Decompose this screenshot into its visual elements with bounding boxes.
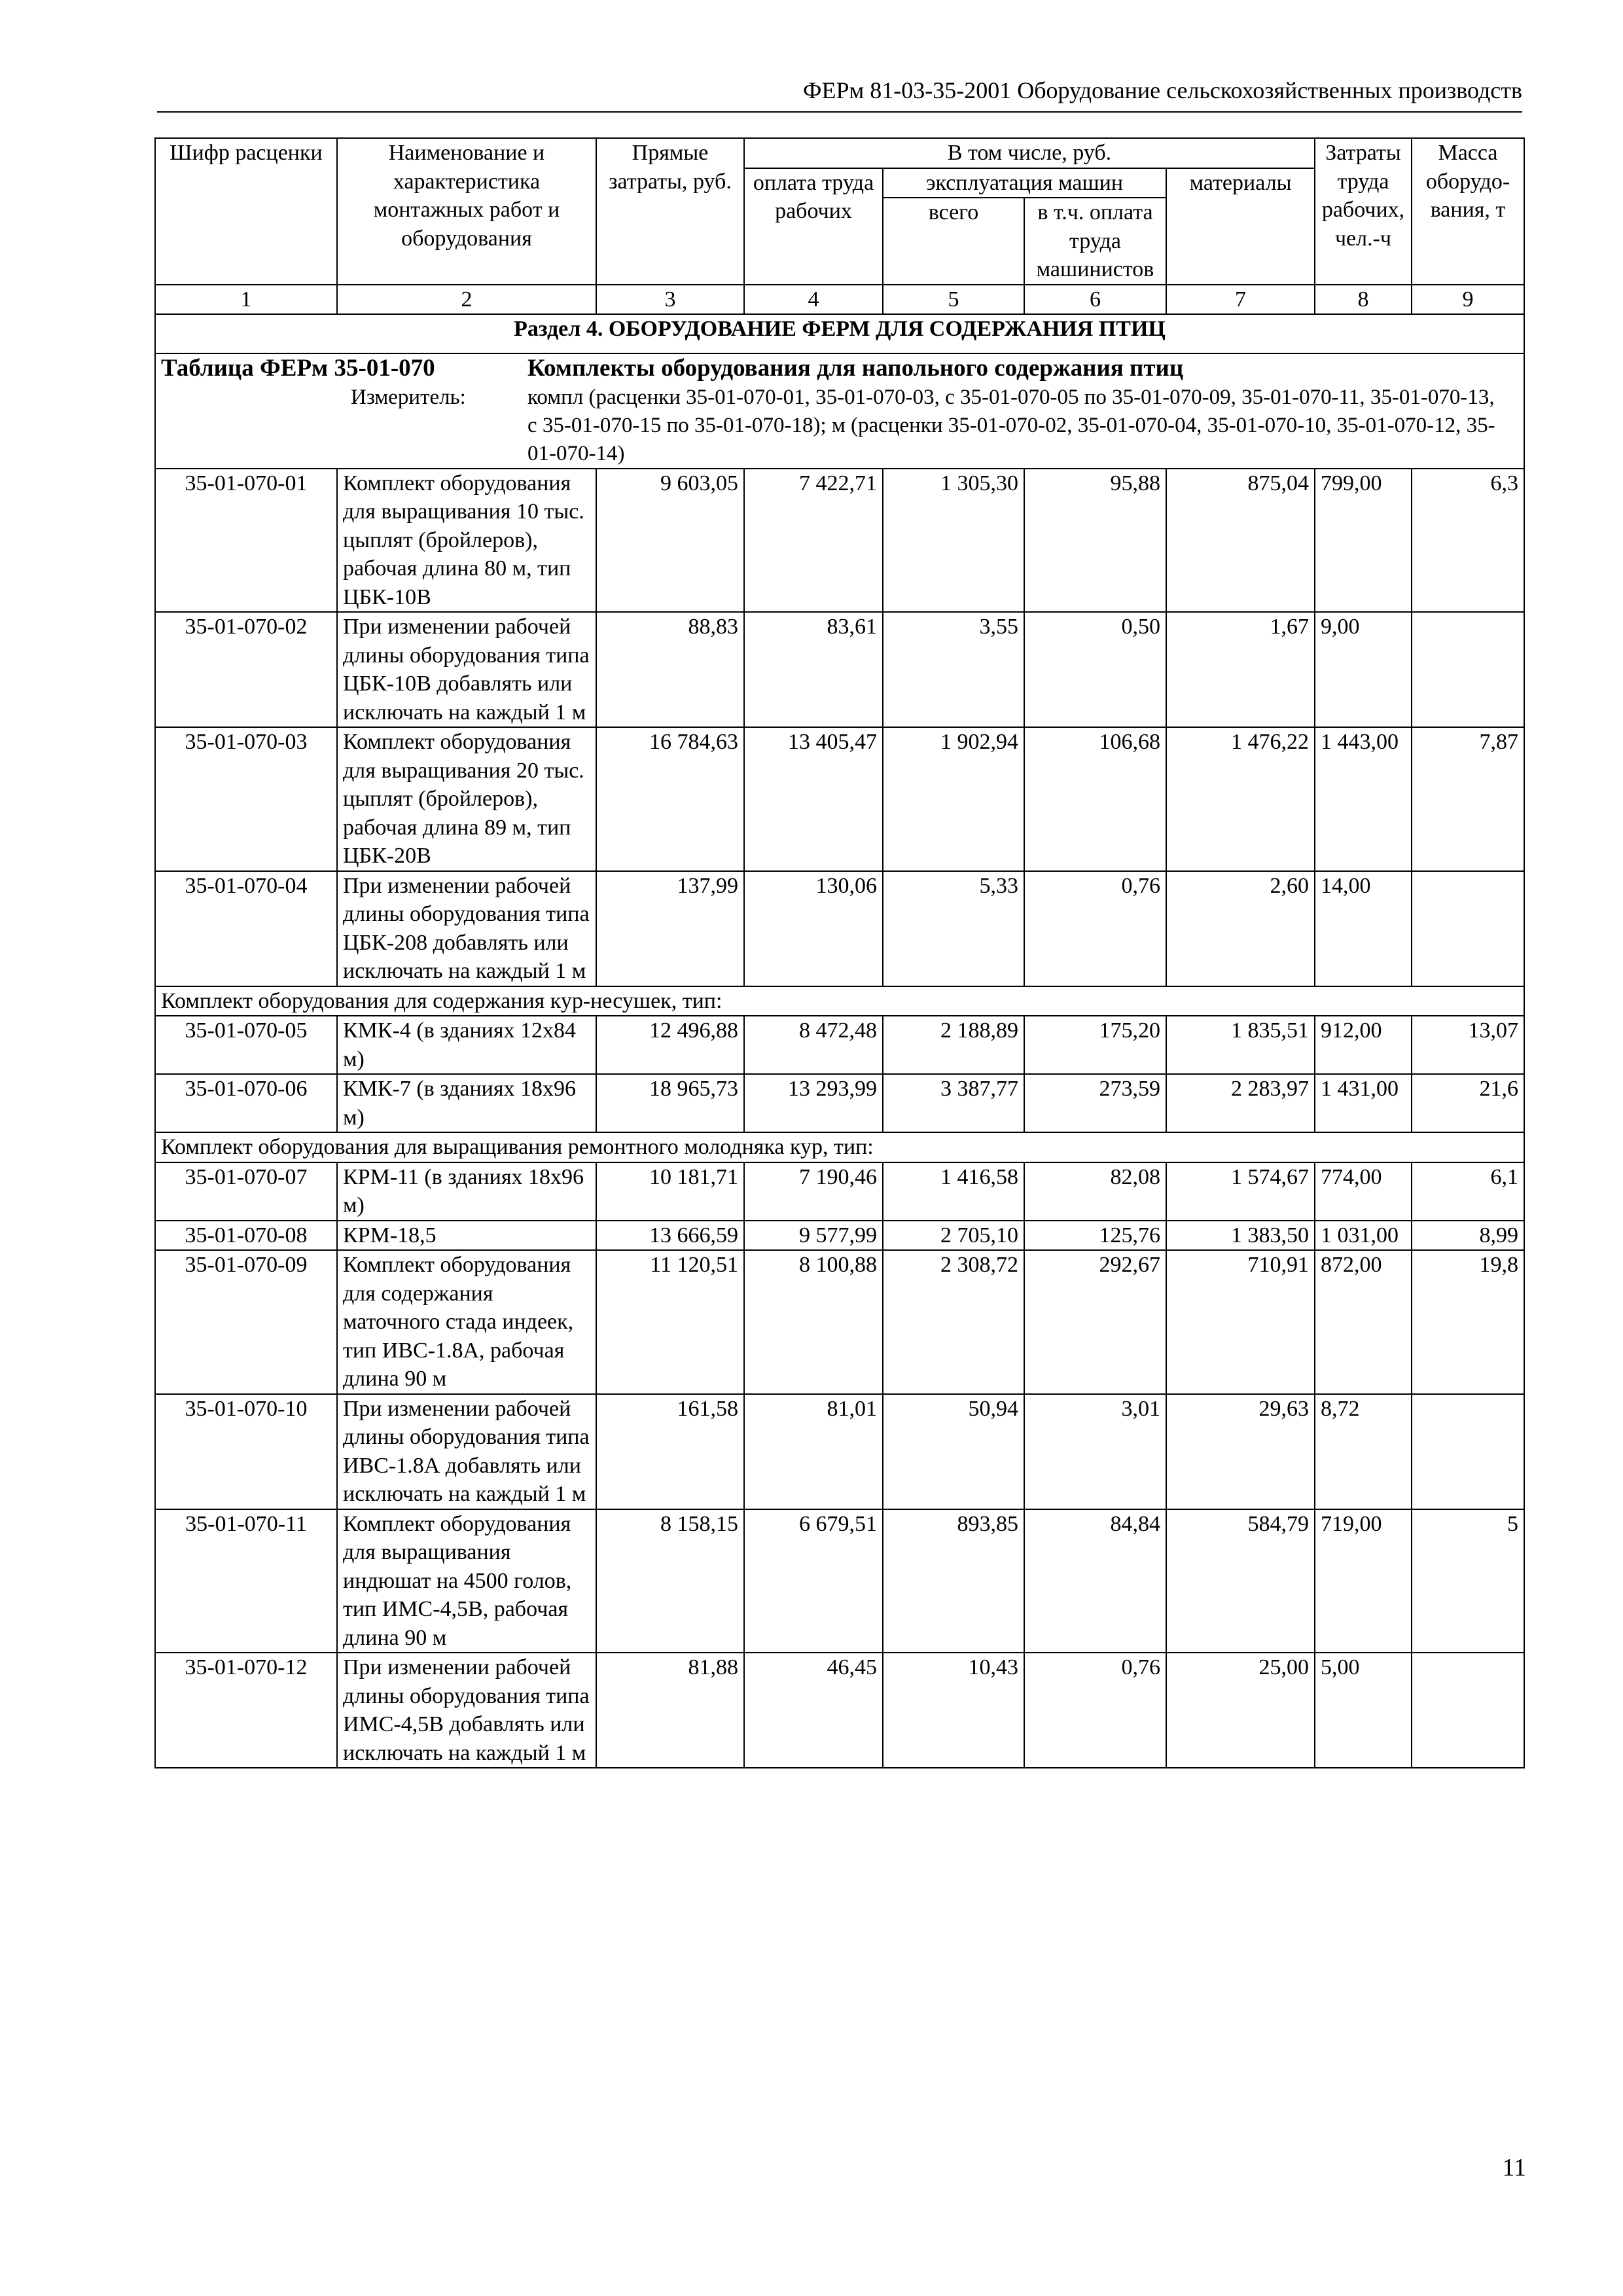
rate-name: Комплект оборудования для выращивания индюшат на 4500 голов, тип ИМС-4,5В, рабочая длина 90 м [337, 1509, 596, 1653]
rate-name: КРМ-18,5 [337, 1221, 596, 1251]
column-number: 3 [596, 285, 744, 315]
labor-pay: 7 190,46 [744, 1162, 883, 1221]
equipment-mass: 6,3 [1412, 469, 1524, 613]
machinists-pay: 292,67 [1024, 1250, 1166, 1394]
equipment-mass [1412, 612, 1524, 727]
column-number: 9 [1412, 285, 1524, 315]
rate-name: КМК-7 (в зданиях 18х96 м) [337, 1074, 596, 1132]
table-row [155, 1509, 1524, 1653]
rate-name: При изменении рабочей длины оборудования типа ИМС-4,5В добавлять или исключать на каждый 1 м [337, 1653, 596, 1768]
labor-cost: 1 031,00 [1315, 1221, 1412, 1251]
header-code: Шифр расценки [155, 138, 337, 285]
machinists-pay: 175,20 [1024, 1016, 1166, 1074]
table-row [155, 1162, 1524, 1221]
table-row [155, 612, 1524, 727]
direct-cost: 10 181,71 [596, 1162, 744, 1221]
machinists-pay: 84,84 [1024, 1509, 1166, 1653]
group-subheading: Комплект оборудования для содержания кур-несушек, тип: [155, 986, 1524, 1016]
table-row [155, 1221, 1524, 1251]
labor-pay: 7 422,71 [744, 469, 883, 613]
meter-row [161, 384, 1518, 468]
rate-code: 35-01-070-07 [155, 1162, 337, 1221]
equipment-mass: 7,87 [1412, 727, 1524, 871]
equipment-mass [1412, 1653, 1524, 1768]
header-labor-pay: оплата труда рабочих [744, 168, 883, 285]
machinists-pay: 0,76 [1024, 1653, 1166, 1768]
materials-cost: 2 283,97 [1166, 1074, 1315, 1132]
machinists-pay: 106,68 [1024, 727, 1166, 871]
direct-cost: 9 603,05 [596, 469, 744, 613]
equipment-mass: 21,6 [1412, 1074, 1524, 1132]
materials-cost: 25,00 [1166, 1653, 1315, 1768]
labor-cost: 774,00 [1315, 1162, 1412, 1221]
machines-total: 893,85 [883, 1509, 1024, 1653]
equipment-mass [1412, 1394, 1524, 1509]
header-including: В том числе, руб. [744, 138, 1315, 168]
direct-cost: 12 496,88 [596, 1016, 744, 1074]
machines-total: 1 416,58 [883, 1162, 1024, 1221]
column-number: 1 [155, 285, 337, 315]
rate-code: 35-01-070-04 [155, 871, 337, 986]
labor-pay: 6 679,51 [744, 1509, 883, 1653]
table-row [155, 871, 1524, 986]
materials-cost: 584,79 [1166, 1509, 1315, 1653]
table-row [155, 1074, 1524, 1132]
labor-pay: 13 293,99 [744, 1074, 883, 1132]
direct-cost: 161,58 [596, 1394, 744, 1509]
machinists-pay: 95,88 [1024, 469, 1166, 613]
labor-cost: 9,00 [1315, 612, 1412, 727]
column-number: 7 [1166, 285, 1315, 315]
header-direct: Прямые затраты, руб. [596, 138, 744, 285]
rate-name: Комплект оборудования для выращивания 10 тыс. цыплят (бройлеров), рабочая длина 80 м, тип ЦБК-10В [337, 469, 596, 613]
table-row [155, 1394, 1524, 1509]
rate-name: КРМ-11 (в зданиях 18х96 м) [337, 1162, 596, 1221]
rates-table [154, 137, 1525, 1768]
table-title: Комплекты оборудования для напольного содержания птиц [527, 355, 1184, 382]
meter-label: Измеритель: [351, 385, 466, 409]
column-number: 8 [1315, 285, 1412, 315]
rate-code: 35-01-070-10 [155, 1394, 337, 1509]
group-subheading: Комплект оборудования для выращивания ремонтного молодняка кур, тип: [155, 1132, 1524, 1162]
labor-cost: 872,00 [1315, 1250, 1412, 1394]
materials-cost: 875,04 [1166, 469, 1315, 613]
machinists-pay: 3,01 [1024, 1394, 1166, 1509]
labor-cost: 912,00 [1315, 1016, 1412, 1074]
table-row [155, 727, 1524, 871]
labor-pay: 8 472,48 [744, 1016, 883, 1074]
rate-code: 35-01-070-08 [155, 1221, 337, 1251]
rate-name: При изменении рабочей длины оборудования типа ЦБК-10В добавлять или исключать на каждый 1 м [337, 612, 596, 727]
equipment-mass: 8,99 [1412, 1221, 1524, 1251]
rate-code: 35-01-070-11 [155, 1509, 337, 1653]
rate-code: 35-01-070-05 [155, 1016, 337, 1074]
header-mass: Масса оборудо-вания, т [1412, 138, 1524, 285]
equipment-mass: 13,07 [1412, 1016, 1524, 1074]
equipment-mass: 6,1 [1412, 1162, 1524, 1221]
labor-pay: 46,45 [744, 1653, 883, 1768]
header-name: Наименование и характеристика монтажных работ и оборудования [337, 138, 596, 285]
equipment-mass [1412, 871, 1524, 986]
labor-cost: 799,00 [1315, 469, 1412, 613]
rate-name: Комплект оборудования для содержания маточного стада индеек, тип ИВС-1.8А, рабочая длина 90 м [337, 1250, 596, 1394]
header-machines-total: всего [883, 198, 1024, 285]
table-row [155, 1016, 1524, 1074]
materials-cost: 1 835,51 [1166, 1016, 1315, 1074]
rate-code: 35-01-070-03 [155, 727, 337, 871]
materials-cost: 1 476,22 [1166, 727, 1315, 871]
machinists-pay: 273,59 [1024, 1074, 1166, 1132]
table-row [155, 469, 1524, 613]
machines-total: 1 305,30 [883, 469, 1024, 613]
header-machinists-pay: в т.ч. оплата труда машинистов [1024, 198, 1166, 285]
direct-cost: 13 666,59 [596, 1221, 744, 1251]
table-number: Таблица ФЕРм 35-01-070 [161, 355, 435, 382]
direct-cost: 16 784,63 [596, 727, 744, 871]
column-number: 6 [1024, 285, 1166, 315]
labor-pay: 81,01 [744, 1394, 883, 1509]
machines-total: 2 705,10 [883, 1221, 1024, 1251]
equipment-mass: 19,8 [1412, 1250, 1524, 1394]
rate-code: 35-01-070-01 [155, 469, 337, 613]
machines-total: 3,55 [883, 612, 1024, 727]
running-header: ФЕРм 81-03-35-2001 Оборудование сельскохозяйственных производств [157, 73, 1522, 113]
materials-cost: 710,91 [1166, 1250, 1315, 1394]
rate-code: 35-01-070-09 [155, 1250, 337, 1394]
direct-cost: 137,99 [596, 871, 744, 986]
rate-name: При изменении рабочей длины оборудования типа ЦБК-208 добавлять или исключать на каждый 1 м [337, 871, 596, 986]
direct-cost: 11 120,51 [596, 1250, 744, 1394]
machines-total: 3 387,77 [883, 1074, 1024, 1132]
column-number: 2 [337, 285, 596, 315]
column-number: 4 [744, 285, 883, 315]
direct-cost: 18 965,73 [596, 1074, 744, 1132]
equipment-mass: 5 [1412, 1509, 1524, 1653]
labor-cost: 1 431,00 [1315, 1074, 1412, 1132]
materials-cost: 29,63 [1166, 1394, 1315, 1509]
meter-text: компл (расценки 35-01-070-01, 35-01-070-03, с 35-01-070-05 по 35-01-070-09, 35-01-070-11, 35-01-070-13, с 35-01-070-15 по 35-01-070-18); м (расценки 35-01-070-02, 35-01-070-04, 35-01-070-10, 35-01-070-12, 35-01-070-14) [527, 385, 1495, 465]
labor-pay: 83,61 [744, 612, 883, 727]
materials-cost: 1 574,67 [1166, 1162, 1315, 1221]
table-row [155, 1250, 1524, 1394]
labor-cost: 1 443,00 [1315, 727, 1412, 871]
machinists-pay: 125,76 [1024, 1221, 1166, 1251]
labor-cost: 719,00 [1315, 1509, 1412, 1653]
direct-cost: 81,88 [596, 1653, 744, 1768]
column-number: 5 [883, 285, 1024, 315]
header-labor-cost: Затраты труда рабочих, чел.-ч [1315, 138, 1412, 285]
direct-cost: 88,83 [596, 612, 744, 727]
machinists-pay: 82,08 [1024, 1162, 1166, 1221]
materials-cost: 1,67 [1166, 612, 1315, 727]
machines-total: 2 188,89 [883, 1016, 1024, 1074]
machines-total: 10,43 [883, 1653, 1024, 1768]
rate-name: Комплект оборудования для выращивания 20 тыс. цыплят (бройлеров), рабочая длина 89 м, тип ЦБК-20В [337, 727, 596, 871]
machines-total: 50,94 [883, 1394, 1024, 1509]
rate-code: 35-01-070-12 [155, 1653, 337, 1768]
labor-pay: 8 100,88 [744, 1250, 883, 1394]
header-materials: материалы [1166, 168, 1315, 285]
labor-cost: 5,00 [1315, 1653, 1412, 1768]
machinists-pay: 0,50 [1024, 612, 1166, 727]
rate-name: КМК-4 (в зданиях 12х84 м) [337, 1016, 596, 1074]
labor-cost: 14,00 [1315, 871, 1412, 986]
section-title: Раздел 4. ОБОРУДОВАНИЕ ФЕРМ ДЛЯ СОДЕРЖАНИЯ ПТИЦ [155, 314, 1524, 353]
rate-code: 35-01-070-06 [155, 1074, 337, 1132]
direct-cost: 8 158,15 [596, 1509, 744, 1653]
materials-cost: 2,60 [1166, 871, 1315, 986]
labor-pay: 13 405,47 [744, 727, 883, 871]
labor-cost: 8,72 [1315, 1394, 1412, 1509]
labor-pay: 9 577,99 [744, 1221, 883, 1251]
table-heading [155, 353, 1524, 469]
rate-code: 35-01-070-02 [155, 612, 337, 727]
page-number: 11 [1502, 2154, 1526, 2181]
rate-name: При изменении рабочей длины оборудования типа ИВС-1.8А добавлять или исключать на каждый 1 м [337, 1394, 596, 1509]
header-machines: эксплуатация машин [883, 168, 1166, 198]
labor-pay: 130,06 [744, 871, 883, 986]
machines-total: 1 902,94 [883, 727, 1024, 871]
machines-total: 2 308,72 [883, 1250, 1024, 1394]
table-row [155, 1653, 1524, 1768]
machines-total: 5,33 [883, 871, 1024, 986]
machinists-pay: 0,76 [1024, 871, 1166, 986]
materials-cost: 1 383,50 [1166, 1221, 1315, 1251]
